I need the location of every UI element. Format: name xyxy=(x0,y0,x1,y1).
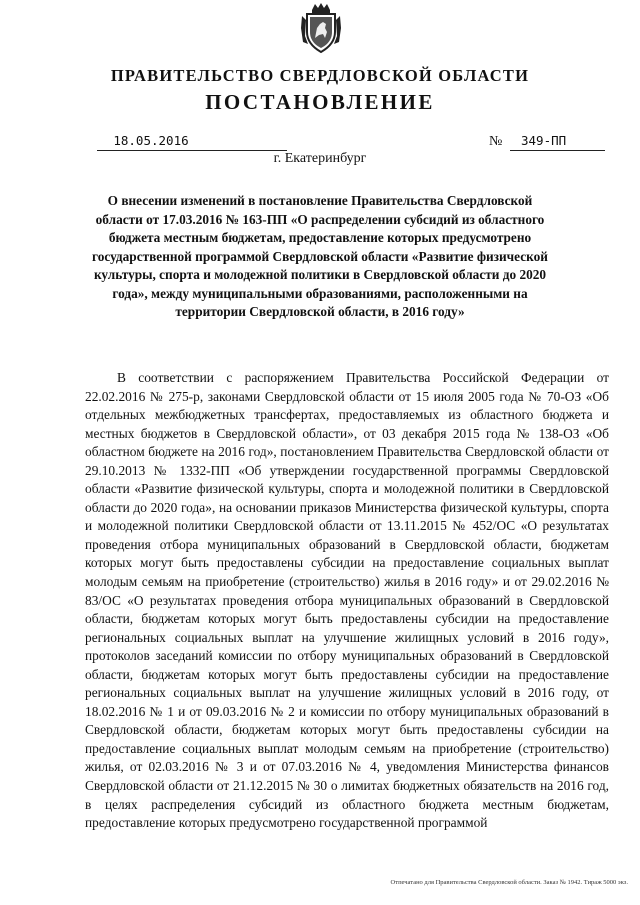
number-sign: № xyxy=(489,134,503,149)
sverdlovsk-coat-of-arms-icon xyxy=(300,2,342,54)
document-type-heading: ПОСТАНОВЛЕНИЕ xyxy=(205,90,435,114)
print-footer: Отпечатано для Правительства Свердловской области. Заказ № 1942. Тираж 5000 экз. xyxy=(390,879,628,886)
decree-title: О внесении изменений в постановление Правительства Свердловской области от 17.03.2016 № 163-ПП «О распределении субсидий из областного бюджета местным бюджетам, предоставление которых предусмотрено государственной программой Свердловской области «Развитие физической культуры, спорта и молодежной политики в Свердловской области до 2020 года», между муниципальными образованиями, расположенными на территории Свердловской области, в 2016 году» xyxy=(92,193,548,319)
decree-number: 349-ПП xyxy=(521,133,567,148)
city-label: г. Екатеринбург xyxy=(273,151,367,166)
government-name: ПРАВИТЕЛЬСТВО СВЕРДЛОВСКОЙ ОБЛАСТИ xyxy=(110,66,530,85)
body-paragraph: В соответствии с распоряжением Правительства Российской Федерации от 22.02.2016 № 275-р, законами Свердловской области от 15 июля 2005 года № 70-ОЗ «Об отдельных межбюджетных трансфертах, предоставляемых из областного бюджета и местных бюджетов в Свердловской области», от 03 декабря 2015 года № 138-ОЗ «Об областном бюджете на 2016 год», постановлением Правительства Свердловской области от 29.10.2013 № 1332-ПП «Об утверждении государственной программы Свердловской области «Развитие физической культуры, спорта и молодежной политики в Свердловской области до 2020 года», на основании приказов Министерства физической культуры, спорта и молодежной политики Свердловской области от 13.11.2015 № 452/ОС «О результатах проведения отбора муниципальных образований в Свердловской области, бюджетам которых могут быть предоставлены субсидии на предоставление социальных выплат молодым семьям на приобретение (строительство) жилья в 2016 году» и от 29.02.2016 № 83/ОС «О результатах проведения отбора муниципальных образований в Свердловской области, бюджетам которых могут быть предоставлены субсидии на предоставление региональных социальных выплат на улучшение жилищных условий в 2016 году», протоколов заседаний комиссии по отбору муниципальных образований в Свердловской области, бюджетам которых могут быть предоставлены субсидии на предоставление региональных социальных выплат на улучшение жилищных условий в 2016 году, от 18.02.2016 № 1 и от 09.03.2016 № 2 и комиссии по отбору муниципальных образований в Свердловской области, бюджетам которых могут быть предоставлены субсидии на предоставление социальных выплат молодым семьям на приобретение (строительство) жилья, от 02.03.2016 № 3 и от 07.03.2016 № 4, уведомления Министерства финансов Свердловской области от 21.12.2015 № 30 о лимитах бюджетных обязательств на 2016 год, в целях распределения субсидий из областного бюджета местным бюджетам, предоставление которых предусмотрено государственной программой xyxy=(85,370,609,831)
decree-date: 18.05.2016 xyxy=(113,133,189,148)
